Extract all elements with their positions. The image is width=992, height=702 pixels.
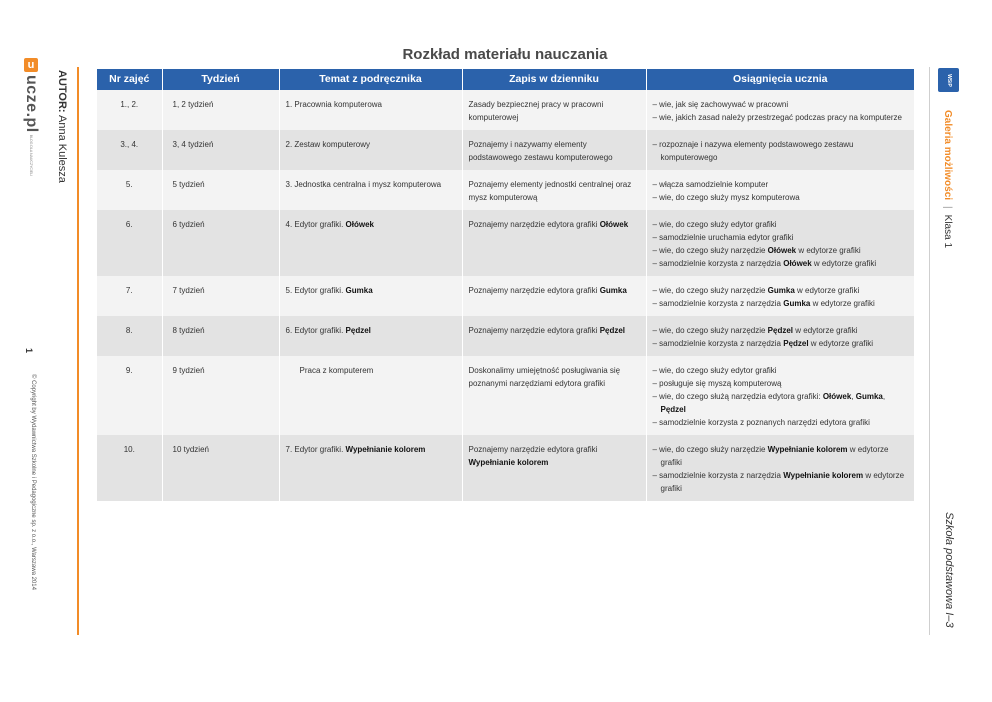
text-segment: Poznajemy narzędzie edytora grafiki bbox=[468, 445, 598, 454]
bold-tool-name: Gumka bbox=[599, 286, 627, 295]
cell-log bbox=[462, 130, 646, 170]
text-segment: w edytorze grafiki bbox=[660, 445, 889, 467]
page-title: Rozkład materiału nauczania bbox=[402, 46, 608, 63]
achievement-item bbox=[653, 324, 909, 337]
achievement-item bbox=[653, 469, 909, 495]
text-segment: – samodzielnie korzysta z narzędzia bbox=[652, 471, 784, 480]
schedule-table bbox=[97, 69, 914, 501]
achievement-item bbox=[653, 297, 909, 310]
table-row bbox=[97, 316, 914, 356]
text-segment: Poznajemy elementy jednostki centralnej oraz mysz komputerową bbox=[468, 180, 632, 202]
ucze-logo-tagline: BLOG DLA NAUCZYCIELI bbox=[29, 134, 33, 177]
bold-tool-name: Pędzel bbox=[767, 326, 794, 335]
header-week: Tydzień bbox=[162, 69, 279, 90]
table-header-row bbox=[97, 69, 914, 90]
text-segment: – wie, do czego służy narzędzie bbox=[652, 246, 768, 255]
achievement-item bbox=[653, 138, 909, 164]
cell-week: 3, 4 tydzień bbox=[162, 130, 279, 170]
header-log: Zapis w dzienniku bbox=[462, 69, 646, 90]
table-row bbox=[97, 170, 914, 210]
text-segment: – wie, do czego służą narzędzia edytora grafiki: bbox=[652, 392, 823, 401]
cell-week: 7 tydzień bbox=[162, 276, 279, 316]
text-segment: 5. Edytor grafiki. bbox=[285, 286, 346, 295]
cell-nr: 5. bbox=[97, 170, 162, 210]
right-divider bbox=[929, 67, 930, 635]
text-segment: – wie, do czego służy narzędzie bbox=[652, 445, 768, 454]
text-segment: w edytorze grafiki bbox=[794, 286, 860, 295]
text-segment: Poznajemy narzędzie edytora grafiki bbox=[468, 220, 600, 229]
author-label: AUTOR: bbox=[56, 70, 68, 113]
text-segment: w edytorze grafiki bbox=[796, 246, 861, 255]
cell-nr: 10. bbox=[97, 435, 162, 501]
bold-tool-name: Ołówek bbox=[783, 259, 812, 268]
text-segment: – wie, do czego służy mysz komputerowa bbox=[652, 193, 800, 202]
cell-week: 8 tydzień bbox=[162, 316, 279, 356]
bold-tool-name: Pędzel bbox=[783, 339, 809, 348]
cell-week: 5 tydzień bbox=[162, 170, 279, 210]
bold-tool-name: Ołówek bbox=[345, 220, 374, 229]
author-line bbox=[56, 70, 68, 183]
series-line bbox=[942, 110, 953, 248]
cell-nr: 1., 2. bbox=[97, 90, 162, 130]
bold-tool-name: Ołówek bbox=[599, 220, 629, 229]
achievement-item bbox=[653, 98, 909, 111]
bold-tool-name: Wypełnianie kolorem bbox=[767, 445, 848, 454]
text-segment: , bbox=[851, 392, 856, 401]
bold-tool-name: Pędzel bbox=[599, 326, 626, 335]
text-segment: Zasady bezpiecznej pracy w pracowni komputerowej bbox=[468, 100, 604, 122]
bold-tool-name: Wypełnianie kolorem bbox=[783, 471, 864, 480]
text-segment: – wie, do czego służy edytor grafiki bbox=[652, 366, 777, 375]
cell-achievements bbox=[646, 210, 914, 276]
text-segment: – samodzielnie korzysta z narzędzia bbox=[652, 299, 784, 308]
text-segment: 3. Jednostka centralna i mysz komputerowa bbox=[285, 180, 442, 189]
text-segment: – samodzielnie korzysta z narzędzia bbox=[652, 259, 784, 268]
header-topic: Temat z podręcznika bbox=[279, 69, 462, 90]
table-row bbox=[97, 210, 914, 276]
cell-topic bbox=[279, 90, 462, 130]
header-achievements: Osiągnięcia ucznia bbox=[646, 69, 914, 90]
text-segment: 2. Zestaw komputerowy bbox=[285, 140, 370, 149]
bold-tool-name: Ołówek bbox=[822, 392, 852, 401]
text-segment: Doskonalimy umiejętność posługiwania się poznanymi narzędziami edytora grafiki bbox=[468, 366, 621, 388]
table-row bbox=[97, 435, 914, 501]
left-divider bbox=[77, 67, 79, 635]
cell-log bbox=[462, 276, 646, 316]
achievement-item bbox=[653, 178, 909, 191]
cell-week: 10 tydzień bbox=[162, 435, 279, 501]
cell-achievements bbox=[646, 90, 914, 130]
achievement-item bbox=[653, 257, 909, 270]
bold-tool-name: Gumka bbox=[783, 299, 811, 308]
achievement-item bbox=[653, 284, 909, 297]
cell-achievements bbox=[646, 316, 914, 356]
cell-week: 1, 2 tydzień bbox=[162, 90, 279, 130]
header-nr: Nr zajęć bbox=[97, 69, 162, 90]
schedule-table-body bbox=[97, 90, 914, 501]
text-segment: 6. Edytor grafiki. bbox=[285, 326, 346, 335]
bold-tool-name: Gumka bbox=[767, 286, 795, 295]
achievement-item bbox=[653, 390, 909, 416]
bold-tool-name: Pędzel bbox=[660, 405, 686, 414]
text-segment: Poznajemy i nazywamy elementy podstawowego zestawu komputerowego bbox=[468, 140, 613, 162]
cell-topic bbox=[279, 130, 462, 170]
school-level: Szkoła podstawowa I–3 bbox=[943, 512, 955, 628]
table-row bbox=[97, 356, 914, 435]
text-segment: w edytorze grafiki bbox=[808, 339, 874, 348]
ucze-logo-text: ucze.pl bbox=[23, 75, 40, 133]
series-name: Galeria możliwości bbox=[942, 110, 953, 201]
text-segment: w edytorze grafiki bbox=[810, 299, 875, 308]
cell-topic bbox=[279, 210, 462, 276]
bold-tool-name: Wypełnianie kolorem bbox=[345, 445, 426, 454]
page-number: 1 bbox=[24, 348, 34, 354]
cell-achievements bbox=[646, 170, 914, 210]
text-segment: – wie, jakich zasad należy przestrzegać podczas pracy na komputerze bbox=[652, 113, 902, 122]
table-row bbox=[97, 90, 914, 130]
cell-achievements bbox=[646, 435, 914, 501]
author-name: Anna Kulesza bbox=[56, 115, 68, 183]
cell-log bbox=[462, 356, 646, 435]
text-segment: – włącza samodzielnie komputer bbox=[652, 180, 769, 189]
bold-tool-name: Gumka bbox=[345, 286, 373, 295]
cell-achievements bbox=[646, 130, 914, 170]
cell-week: 6 tydzień bbox=[162, 210, 279, 276]
series-separator: | bbox=[942, 206, 953, 209]
text-segment: 7. Edytor grafiki. bbox=[285, 445, 346, 454]
text-segment: 1. Pracownia komputerowa bbox=[285, 100, 382, 109]
cell-topic bbox=[279, 316, 462, 356]
achievement-item bbox=[653, 416, 909, 429]
achievement-item bbox=[653, 111, 909, 124]
text-segment: , bbox=[882, 392, 886, 401]
text-segment: w edytorze grafiki bbox=[811, 259, 877, 268]
cell-nr: 6. bbox=[97, 210, 162, 276]
text-segment: – wie, jak się zachowywać w pracowni bbox=[652, 100, 789, 109]
cell-log bbox=[462, 316, 646, 356]
text-segment: – rozpoznaje i nazywa elementy podstawowego zestawu komputerowego bbox=[652, 140, 854, 162]
achievement-item bbox=[653, 443, 909, 469]
cell-topic bbox=[279, 356, 462, 435]
text-segment: w edytorze grafiki bbox=[793, 326, 858, 335]
cell-week: 9 tydzień bbox=[162, 356, 279, 435]
text-segment: – wie, do czego służy narzędzie bbox=[652, 286, 768, 295]
bold-tool-name: Ołówek bbox=[767, 246, 797, 255]
text-segment: Praca z komputerem bbox=[299, 366, 374, 375]
wsip-logo bbox=[938, 68, 959, 92]
cell-nr: 9. bbox=[97, 356, 162, 435]
cell-nr: 7. bbox=[97, 276, 162, 316]
text-segment: w edytorze grafiki bbox=[660, 471, 905, 493]
text-segment: – wie, do czego służy edytor grafiki bbox=[652, 220, 777, 229]
text-segment: – posługuje się myszą komputerową bbox=[652, 379, 782, 388]
table-row bbox=[97, 130, 914, 170]
achievement-item bbox=[653, 191, 909, 204]
text-segment: 4. Edytor grafiki. bbox=[285, 220, 346, 229]
achievement-item bbox=[653, 337, 909, 350]
copyright-note: © Copyright by Wydawnictwa Szkolne i Pedagogiczne sp. z o.o., Warszawa 2014 bbox=[30, 374, 36, 590]
text-segment: – samodzielnie korzysta z poznanych narzędzi edytora grafiki bbox=[652, 418, 870, 427]
cell-topic bbox=[279, 435, 462, 501]
cell-log bbox=[462, 210, 646, 276]
bold-tool-name: Pędzel bbox=[345, 326, 371, 335]
cell-topic bbox=[279, 276, 462, 316]
achievement-item bbox=[653, 364, 909, 377]
cell-log bbox=[462, 170, 646, 210]
ucze-logo-mark-icon: u bbox=[24, 58, 38, 72]
cell-achievements bbox=[646, 356, 914, 435]
text-segment: Poznajemy narzędzie edytora grafiki bbox=[468, 326, 600, 335]
cell-achievements bbox=[646, 276, 914, 316]
class-label: Klasa 1 bbox=[942, 214, 953, 249]
cell-log bbox=[462, 435, 646, 501]
cell-nr: 8. bbox=[97, 316, 162, 356]
cell-nr: 3., 4. bbox=[97, 130, 162, 170]
cell-topic bbox=[279, 170, 462, 210]
ucze-logo bbox=[22, 58, 40, 176]
text-segment: Poznajemy narzędzie edytora grafiki bbox=[468, 286, 600, 295]
achievement-item bbox=[653, 377, 909, 390]
bold-tool-name: Gumka bbox=[855, 392, 883, 401]
table-row bbox=[97, 276, 914, 316]
text-segment: – samodzielnie korzysta z narzędzia bbox=[652, 339, 784, 348]
text-segment: – wie, do czego służy narzędzie bbox=[652, 326, 768, 335]
achievement-item bbox=[653, 231, 909, 244]
bold-tool-name: Wypełnianie kolorem bbox=[468, 458, 549, 467]
wsip-logo-text: WSiP bbox=[946, 73, 952, 87]
text-segment: – samodzielnie uruchamia edytor grafiki bbox=[652, 233, 794, 242]
achievement-item bbox=[653, 218, 909, 231]
cell-log bbox=[462, 90, 646, 130]
achievement-item bbox=[653, 244, 909, 257]
